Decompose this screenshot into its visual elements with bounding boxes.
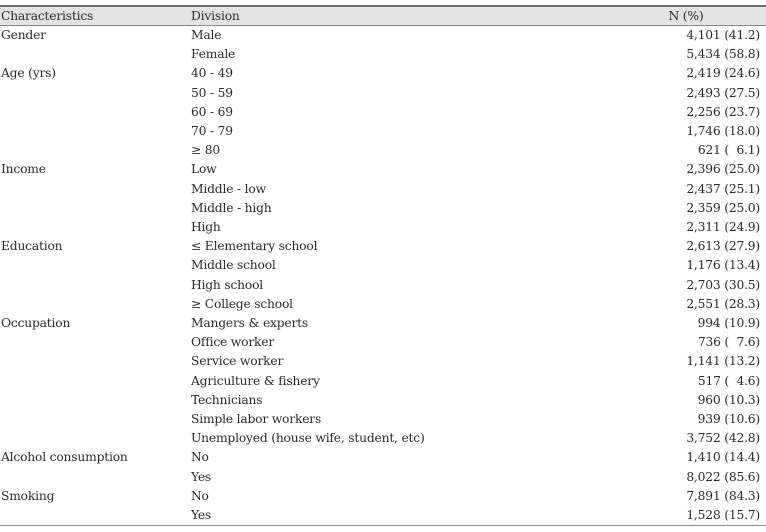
table-row [0,122,766,141]
cell-value: 621 ( 6.1) [697,143,760,158]
cell-division: No [191,488,209,503]
table-row [0,352,766,371]
table-row [0,103,766,122]
cell-characteristic [0,122,190,141]
cell-value: 1,410 (14.4) [686,450,760,465]
cell-value: 994 (10.9) [697,316,760,331]
cell-value: 960 (10.3) [697,392,760,407]
cell-division: Yes [190,506,510,526]
cell-division: High school [191,277,264,292]
table-row [0,141,766,160]
cell-value: 2,419 (24.6) [686,66,760,81]
table-row [0,160,766,179]
cell-value: 2,613 (27.9) [686,239,760,254]
cell-characteristic [0,256,190,275]
table-row [0,256,766,275]
cell-division: ≤ Elementary school [191,239,318,254]
cell-division: High [191,220,221,235]
cell-value: 1,528 (15.7) [510,506,766,526]
table-row [0,218,766,237]
cell-characteristic [0,218,190,237]
cell-value: 2,551 (28.3) [686,296,760,311]
table-row [0,276,766,295]
header-n-percent-label: N (%) [668,9,704,23]
cell-division: Agriculture & fishery [191,373,320,388]
table-row [0,448,766,467]
cell-characteristic [0,276,190,295]
cell-characteristic [0,410,190,429]
cell-division: Female [191,47,236,62]
cell-division: Middle - high [191,200,272,215]
table-row [0,26,766,46]
cell-value: 1,746 (18.0) [686,124,760,139]
cell-characteristic [0,103,190,122]
cell-division: ≥ 80 [191,143,221,158]
cell-characteristic [0,372,190,391]
table-row [0,84,766,103]
cell-division: No [191,450,209,465]
table-row [0,429,766,448]
cell-value: 2,493 (27.5) [686,85,760,100]
table-row [0,391,766,410]
cell-characteristic [0,352,190,371]
cell-characteristic: Gender [1,28,46,42]
cell-value: 2,256 (23.7) [686,104,760,119]
table-row [0,180,766,199]
cell-characteristic [0,180,190,199]
cell-value: 736 ( 7.6) [697,335,760,350]
header-division: Division [190,7,510,26]
cell-characteristic: Education [1,239,63,254]
cell-division: Male [191,28,222,42]
cell-characteristic [0,295,190,314]
cell-value: 7,891 (84.3) [686,488,760,503]
table-row [0,468,766,487]
cell-characteristic: Income [1,162,46,177]
table-row [0,45,766,64]
cell-characteristic [0,391,190,410]
cell-characteristic [0,141,190,160]
cell-division: 70 - 79 [191,124,233,139]
cell-characteristic: Age (yrs) [1,66,56,81]
table-row [0,372,766,391]
cell-division: 60 - 69 [191,104,233,119]
cell-characteristic [0,84,190,103]
characteristics-table [0,7,766,526]
cell-value: 8,022 (85.6) [686,469,760,484]
cell-value: 2,437 (25.1) [686,181,760,196]
cell-value: 2,703 (30.5) [686,277,760,292]
cell-division: Middle - low [191,181,266,196]
cell-value: 2,359 (25.0) [686,200,760,215]
table-row [0,295,766,314]
cell-value: 939 (10.6) [697,412,760,427]
cell-value: 4,101 (41.2) [686,28,760,42]
table-row [0,314,766,333]
cell-division: 50 - 59 [191,85,233,100]
cell-division: ≥ College school [191,296,293,311]
cell-characteristic: Occupation [1,316,71,331]
cell-division: Office worker [191,335,275,350]
cell-value: 3,752 (42.8) [686,431,760,446]
cell-value: 1,176 (13.4) [686,258,760,273]
table-body [0,26,766,526]
table-row [0,506,766,526]
cell-characteristic: Alcohol consumption [1,450,128,465]
cell-value: 517 ( 4.6) [697,373,760,388]
cell-characteristic [0,429,190,448]
table-row [0,199,766,218]
cell-characteristic [0,506,190,526]
cell-division: Middle school [191,258,276,273]
cell-division: Simple labor workers [191,412,322,427]
header-n-percent [510,7,766,26]
cell-division: 40 - 49 [191,66,233,81]
table-row [0,333,766,352]
table-row [0,487,766,506]
cell-value: 5,434 (58.8) [686,47,760,62]
table-header [0,7,766,26]
cell-division: Mangers & experts [191,316,309,331]
cell-characteristic [0,333,190,352]
cell-division: Unemployed (house wife, student, etc) [191,431,425,446]
table-row [0,64,766,83]
cell-division: Technicians [191,392,263,407]
cell-value: 2,311 (24.9) [686,220,760,235]
cell-characteristic: Smoking [1,488,55,503]
table-row [0,237,766,256]
cell-characteristic [0,468,190,487]
table-row [0,410,766,429]
header-row [0,7,766,26]
cell-division: Yes [191,469,212,484]
cell-division: Low [191,162,217,177]
cell-characteristic [0,199,190,218]
cell-value: 1,141 (13.2) [686,354,760,369]
header-characteristics: Characteristics [0,7,190,26]
cell-characteristic [0,45,190,64]
cell-value: 2,396 (25.0) [686,162,760,177]
cell-division: Service worker [191,354,284,369]
